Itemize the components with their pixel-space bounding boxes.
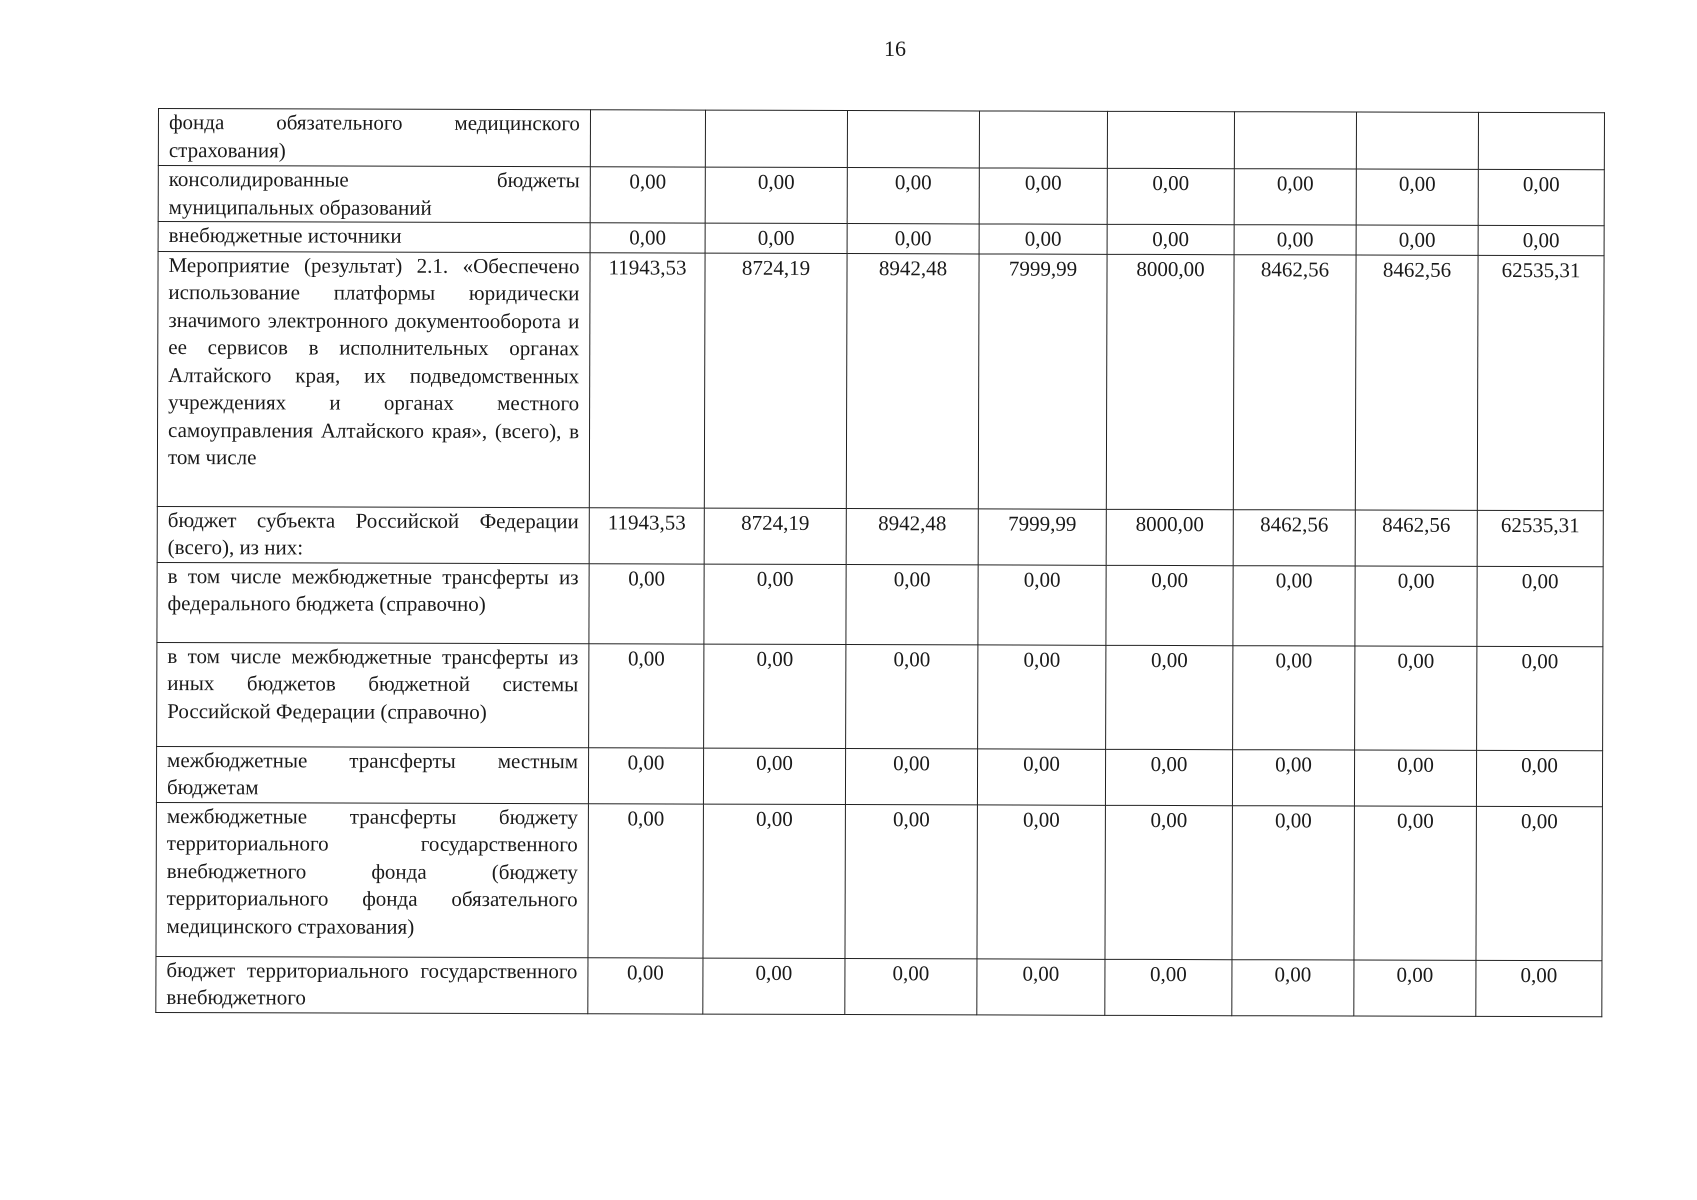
cell-value: 0,00 bbox=[755, 960, 793, 985]
cell-value: 0,00 bbox=[629, 225, 667, 250]
value-cell bbox=[845, 748, 977, 804]
cell-value: 0,00 bbox=[1276, 227, 1314, 252]
row-label: Мероприятие (результат) 2.1. «Обеспечено использование платформы юридически значимого электронного документооборота и ее сервисов в исполнительных органах Алтайского края, их подведомственных учреждениях и органах местного самоуправления Алтайского края», (всего), в том числе bbox=[157, 251, 590, 507]
cell-value: 8462,56 bbox=[1382, 257, 1452, 282]
value-cell bbox=[705, 167, 847, 223]
row-label: консолидированные бюджеты муниципальных образований bbox=[158, 166, 590, 223]
cell-value: 0,00 bbox=[1397, 648, 1435, 673]
table-row bbox=[158, 166, 1604, 226]
cell-value: 0,00 bbox=[1521, 568, 1559, 593]
cell-value: 0,00 bbox=[1398, 227, 1436, 252]
cell-value: 0,00 bbox=[1521, 752, 1558, 777]
value-cell bbox=[1107, 224, 1234, 254]
value-cell bbox=[1478, 112, 1604, 169]
cell-value: 0,00 bbox=[627, 805, 665, 831]
value-cell bbox=[979, 168, 1107, 224]
row-label: бюджет субъекта Российской Федерации (всего), из них: bbox=[157, 506, 589, 563]
cell-value: 0,00 bbox=[1151, 567, 1189, 592]
cell-value: 0,00 bbox=[1522, 228, 1560, 253]
cell-value: 0,00 bbox=[1520, 962, 1558, 987]
cell-value: 0,00 bbox=[1521, 648, 1559, 673]
value-cell bbox=[1478, 225, 1604, 255]
value-cell bbox=[1106, 565, 1233, 645]
value-cell bbox=[847, 111, 979, 168]
value-cell bbox=[590, 167, 705, 223]
cell-value: 7999,99 bbox=[1008, 511, 1077, 536]
cell-value: 0,00 bbox=[628, 565, 666, 591]
value-cell bbox=[1354, 750, 1476, 806]
cell-value: 8000,00 bbox=[1135, 511, 1204, 536]
cell-value: 0,00 bbox=[893, 566, 931, 591]
value-cell bbox=[1355, 646, 1477, 750]
value-cell bbox=[588, 747, 703, 803]
row-label: внебюджетные источники bbox=[158, 222, 590, 253]
value-cell bbox=[1234, 169, 1356, 225]
value-cell bbox=[977, 958, 1105, 1014]
value-cell bbox=[1232, 749, 1354, 805]
table-row bbox=[158, 222, 1604, 256]
table-row bbox=[157, 506, 1603, 566]
value-cell bbox=[1232, 805, 1354, 959]
value-cell bbox=[847, 168, 979, 224]
cell-value: 0,00 bbox=[1024, 170, 1062, 195]
value-cell bbox=[1106, 254, 1234, 509]
cell-value: 8462,56 bbox=[1382, 512, 1451, 537]
cell-value: 0,00 bbox=[627, 645, 665, 671]
value-cell bbox=[703, 748, 845, 804]
value-cell bbox=[978, 564, 1106, 644]
cell-value: 0,00 bbox=[756, 750, 793, 775]
value-cell bbox=[705, 110, 847, 167]
cell-value: 0,00 bbox=[893, 646, 931, 671]
cell-value: 0,00 bbox=[627, 749, 665, 775]
value-cell bbox=[588, 803, 703, 957]
value-cell bbox=[1354, 960, 1476, 1016]
value-cell bbox=[1107, 168, 1234, 224]
value-cell bbox=[978, 253, 1107, 508]
cell-value: 0,00 bbox=[1023, 751, 1060, 776]
value-cell bbox=[1233, 509, 1355, 565]
table-row bbox=[157, 251, 1604, 510]
value-cell bbox=[1477, 510, 1603, 566]
row-label: бюджет территориального государственного внебюджетного bbox=[156, 956, 588, 1013]
cell-value: 8462,56 bbox=[1260, 256, 1330, 281]
cell-value: 0,00 bbox=[1396, 808, 1434, 833]
cell-value: 62535,31 bbox=[1501, 257, 1581, 282]
cell-value: 0,00 bbox=[1274, 961, 1312, 986]
table-row bbox=[158, 109, 1604, 170]
value-cell bbox=[1234, 225, 1356, 255]
value-cell bbox=[590, 223, 705, 253]
budget-table-wrapper bbox=[155, 108, 1605, 1017]
cell-value: 0,00 bbox=[1398, 171, 1436, 196]
value-cell bbox=[705, 223, 847, 253]
cell-value: 0,00 bbox=[892, 960, 930, 985]
cell-value: 0,00 bbox=[894, 226, 932, 251]
value-cell bbox=[845, 804, 977, 958]
value-cell bbox=[845, 958, 977, 1014]
cell-value: 0,00 bbox=[1024, 226, 1062, 251]
cell-value: 0,00 bbox=[627, 959, 664, 985]
value-cell bbox=[978, 644, 1106, 748]
cell-value: 0,00 bbox=[1396, 962, 1434, 987]
cell-value: 0,00 bbox=[1522, 172, 1560, 197]
value-cell bbox=[703, 958, 845, 1014]
cell-value: 0,00 bbox=[1150, 961, 1187, 986]
value-cell bbox=[1233, 565, 1355, 645]
cell-value: 0,00 bbox=[1150, 647, 1188, 672]
value-cell bbox=[1477, 255, 1604, 510]
cell-value: 0,00 bbox=[1397, 568, 1435, 593]
cell-value: 11943,53 bbox=[607, 509, 686, 535]
row-label: межбюджетные трансферты бюджету территориального государственного внебюджетного фонда (бюджету территориального фонда обязательного медицинского страхования) bbox=[156, 802, 588, 957]
value-cell bbox=[704, 508, 846, 564]
value-cell bbox=[1233, 254, 1356, 509]
row-label: в том числе межбюджетные трансферты из иных бюджетов бюджетной системы Российской Федерации (справочно) bbox=[157, 642, 589, 747]
value-cell bbox=[1233, 645, 1355, 749]
cell-value: 8724,19 bbox=[741, 510, 810, 535]
cell-value: 0,00 bbox=[1023, 647, 1061, 672]
value-cell bbox=[1477, 646, 1603, 750]
cell-value: 8724,19 bbox=[741, 255, 811, 280]
row-label: межбюджетные трансферты местным бюджетам bbox=[156, 746, 588, 803]
value-cell bbox=[847, 224, 979, 254]
value-cell bbox=[1476, 750, 1602, 806]
cell-value: 8462,56 bbox=[1260, 511, 1329, 536]
value-cell bbox=[1476, 960, 1602, 1016]
cell-value: 7999,99 bbox=[1008, 256, 1078, 281]
cell-value: 0,00 bbox=[757, 169, 795, 194]
value-cell bbox=[589, 507, 704, 563]
value-cell bbox=[704, 564, 846, 644]
value-cell bbox=[846, 253, 979, 508]
value-cell bbox=[1476, 806, 1602, 960]
cell-value: 0,00 bbox=[894, 170, 932, 195]
value-cell bbox=[846, 644, 978, 748]
cell-value: 0,00 bbox=[755, 806, 793, 831]
value-cell bbox=[1356, 112, 1478, 169]
cell-value: 0,00 bbox=[893, 750, 930, 775]
cell-value: 0,00 bbox=[1152, 226, 1190, 252]
row-label: в том числе межбюджетные трансферты из федерального бюджета (справочно) bbox=[157, 562, 589, 643]
value-cell bbox=[846, 508, 978, 564]
value-cell bbox=[977, 804, 1105, 958]
value-cell bbox=[1477, 566, 1603, 646]
cell-value: 0,00 bbox=[1152, 170, 1190, 196]
cell-value: 0,00 bbox=[1022, 807, 1060, 832]
cell-value: 0,00 bbox=[1023, 567, 1061, 592]
value-cell bbox=[1232, 959, 1354, 1015]
table-body bbox=[156, 109, 1605, 1017]
value-cell bbox=[1354, 806, 1476, 960]
cell-value: 11943,53 bbox=[608, 254, 687, 280]
value-cell bbox=[590, 110, 705, 167]
value-cell bbox=[589, 643, 704, 747]
cell-value: 0,00 bbox=[757, 225, 795, 250]
cell-value: 8000,00 bbox=[1136, 256, 1205, 281]
value-cell bbox=[1356, 225, 1478, 255]
cell-value: 0,00 bbox=[629, 169, 667, 194]
cell-value: 0,00 bbox=[1275, 567, 1313, 592]
value-cell bbox=[589, 252, 705, 507]
table-row bbox=[157, 562, 1603, 646]
cell-value: 0,00 bbox=[756, 566, 794, 591]
value-cell bbox=[979, 111, 1107, 168]
value-cell bbox=[588, 957, 703, 1013]
value-cell bbox=[977, 748, 1105, 804]
cell-value: 0,00 bbox=[892, 806, 930, 831]
value-cell bbox=[704, 253, 847, 508]
cell-value: 0,00 bbox=[1150, 751, 1188, 776]
cell-value: 0,00 bbox=[1276, 171, 1314, 196]
cell-value: 0,00 bbox=[1520, 808, 1558, 833]
value-cell bbox=[1355, 510, 1477, 566]
value-cell bbox=[1234, 112, 1356, 169]
value-cell bbox=[1106, 509, 1233, 565]
value-cell bbox=[979, 224, 1107, 254]
row-label: фонда обязательного медицинского страхования) bbox=[158, 109, 590, 167]
cell-value: 0,00 bbox=[1150, 807, 1188, 832]
table-row bbox=[156, 746, 1602, 806]
cell-value: 8942,48 bbox=[878, 510, 947, 535]
table-row bbox=[156, 956, 1602, 1016]
cell-value: 0,00 bbox=[1274, 807, 1312, 832]
value-cell bbox=[1356, 169, 1478, 225]
value-cell bbox=[703, 804, 845, 958]
value-cell bbox=[1478, 169, 1604, 225]
cell-value: 0,00 bbox=[1275, 647, 1313, 672]
cell-value: 0,00 bbox=[1275, 751, 1312, 776]
value-cell bbox=[589, 563, 704, 643]
value-cell bbox=[1355, 255, 1478, 510]
cell-value: 62535,31 bbox=[1500, 512, 1580, 537]
value-cell bbox=[846, 564, 978, 644]
value-cell bbox=[704, 644, 846, 748]
cell-value: 0,00 bbox=[756, 646, 794, 671]
cell-value: 8942,48 bbox=[878, 255, 948, 280]
value-cell bbox=[1355, 566, 1477, 646]
page-number: 16 bbox=[884, 36, 906, 61]
value-cell bbox=[1107, 111, 1234, 168]
budget-table bbox=[155, 108, 1605, 1017]
cell-value: 0,00 bbox=[1022, 961, 1060, 986]
table-row bbox=[156, 802, 1602, 960]
value-cell bbox=[1105, 749, 1232, 805]
table-row bbox=[157, 642, 1603, 750]
value-cell bbox=[1106, 645, 1233, 749]
value-cell bbox=[1105, 805, 1232, 959]
value-cell bbox=[978, 508, 1106, 564]
value-cell bbox=[1105, 959, 1232, 1015]
cell-value: 0,00 bbox=[1397, 752, 1434, 777]
